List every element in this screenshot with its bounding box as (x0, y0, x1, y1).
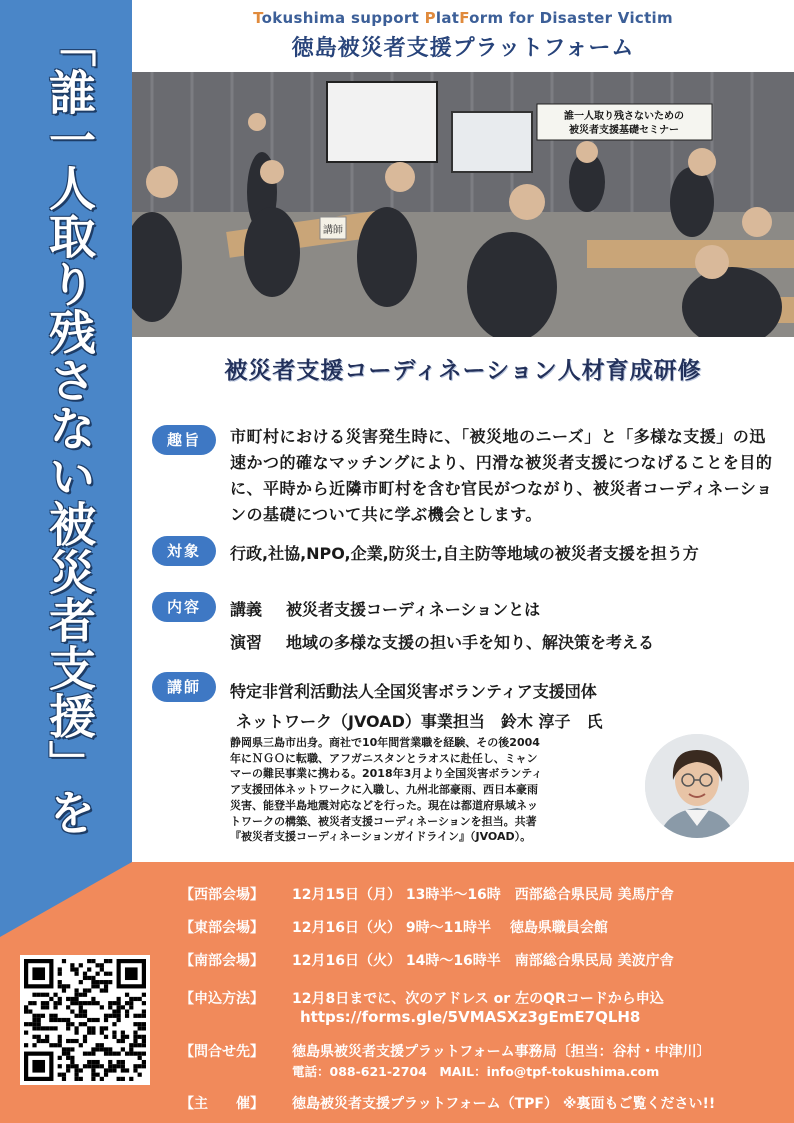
content-label: 内容 (152, 592, 216, 622)
application-qr-code[interactable] (20, 955, 150, 1085)
photo-banner-line2: 被災者支援基礎セミナー (569, 125, 679, 136)
photo-banner-line1: 誰一人取り残さないための (564, 111, 684, 122)
content-item (230, 630, 654, 653)
content-text: 被災者支援コーディネーションとは (286, 600, 541, 619)
bio-line: ア支援団体ネットワークに入職し、九州北部豪雨、西日本豪雨 (230, 783, 538, 797)
contact-tag: 【問合せ先】 (180, 1044, 264, 1060)
header-en-text: okushima support (261, 9, 425, 27)
portrait-illustration (645, 734, 749, 838)
target-text: 行政,社協,NPO,企業,防災士,自主防等地域の被災者支援を担う方 (230, 544, 699, 563)
organizer-tag: 【主 催】 (180, 1096, 264, 1112)
photo-table-sign: 講師 (323, 225, 343, 236)
bio-line: マーの難民事業に携わる。2018年3月より全国災害ボランティ (230, 767, 543, 781)
qr-code-icon (24, 959, 146, 1081)
seminar-photo-illustration (132, 72, 794, 337)
header-en-text: lat (435, 9, 460, 27)
venue-row-east (180, 917, 790, 937)
header (132, 0, 794, 70)
vertical-slogan: 「誰一人取り残さない被災者支援」を (41, 20, 96, 836)
venue-detail: 12月15日（月） 13時半～16時 西部総合県民局 美馬庁舎 (292, 887, 674, 903)
lecturer-label: 講師 (152, 672, 216, 702)
bio-line: 災害、能登半島地震対応などを行った。現在は都道府県域ネッ (230, 798, 538, 812)
lecturer-org-line1: 特定非営利活動法人全国災害ボランティア支援団体 (230, 682, 597, 701)
bio-line: 『被災者支援コーディネーションガイドライン』（JVOAD）。 (230, 830, 532, 844)
application-text: 12月8日までに、次のアドレス or 左のQRコードから申込 (292, 991, 664, 1007)
venue-tag: 【東部会場】 (180, 920, 264, 936)
bio-line: トワークの構築、被災者支援コーディネーションを担当。共著 (230, 814, 537, 828)
contact-row (180, 1041, 790, 1061)
lecturer-portrait (645, 734, 749, 838)
purpose-text: 市町村における災害発生時に、「被災地のニーズ」と「多様な支援」の迅速かつ的確なマッチングにより、円滑な被災者支援につなげることを目的に、平時から近隣市町村を含む官民がつながり、被災者コーディネーションの基礎について共に学ぶ機会とします。 (230, 427, 773, 524)
seminar-photo (132, 72, 794, 337)
contact-office: 徳島県被災者支援プラットフォーム事務局〔担当：谷村・中津川〕 (292, 1044, 711, 1060)
content-category: 講義 (230, 600, 263, 619)
bio-line: 静岡県三島市出身。商社で10年間営業職を経験、その後2004 (230, 736, 540, 749)
application-tag: 【申込方法】 (180, 991, 264, 1007)
venue-tag: 【西部会場】 (180, 887, 264, 903)
header-en-text: orm for Disaster Victim (469, 9, 673, 27)
bio-line: 年にＮＧＯに転職、アフガニスタンとラオスに赴任し、ミャン (230, 751, 538, 765)
lecturer-org-line2: ネットワーク（JVOAD）事業担当 鈴木 淳子 氏 (236, 712, 603, 731)
header-english-title (132, 9, 794, 27)
content-text: 地域の多様な支援の担い手を知り、解決策を考える (286, 633, 655, 652)
header-en-accent-letter: P (424, 9, 436, 27)
venue-row-south (180, 950, 790, 970)
venue-detail: 12月16日（火） 9時～11時半 徳島県職員会館 (292, 920, 608, 936)
organizer-row (180, 1093, 790, 1113)
organizer-text: 徳島被災者支援プラットフォーム（TPF） ※裏面もご覧ください!! (292, 1096, 716, 1112)
corner-triangle (0, 862, 150, 942)
lecturer-bio (230, 735, 625, 845)
purpose-label: 趣旨 (152, 425, 216, 455)
contact-phone-mail[interactable]: 電話：088-621-2704 MAIL：info@tpf-tokushima.com (292, 1064, 660, 1079)
venue-detail: 12月16日（火） 14時～16時半 南部総合県民局 美波庁舎 (292, 953, 674, 969)
main-title: 被災者支援コーディネーション人材育成研修 (224, 358, 702, 384)
target-label: 対象 (152, 536, 216, 566)
content-category: 演習 (230, 633, 263, 652)
venue-row-west (180, 884, 790, 904)
application-url-link[interactable]: https://forms.gle/5VMASXz3gEmE7QLH8 (300, 1008, 641, 1026)
header-en-accent-letter: T (253, 9, 262, 27)
header-japanese-title: 徳島被災者支援プラットフォーム (291, 36, 635, 61)
content-item (230, 597, 540, 620)
application-row (180, 988, 790, 1008)
venue-tag: 【南部会場】 (180, 953, 264, 969)
header-en-accent-letter: F (459, 9, 470, 27)
